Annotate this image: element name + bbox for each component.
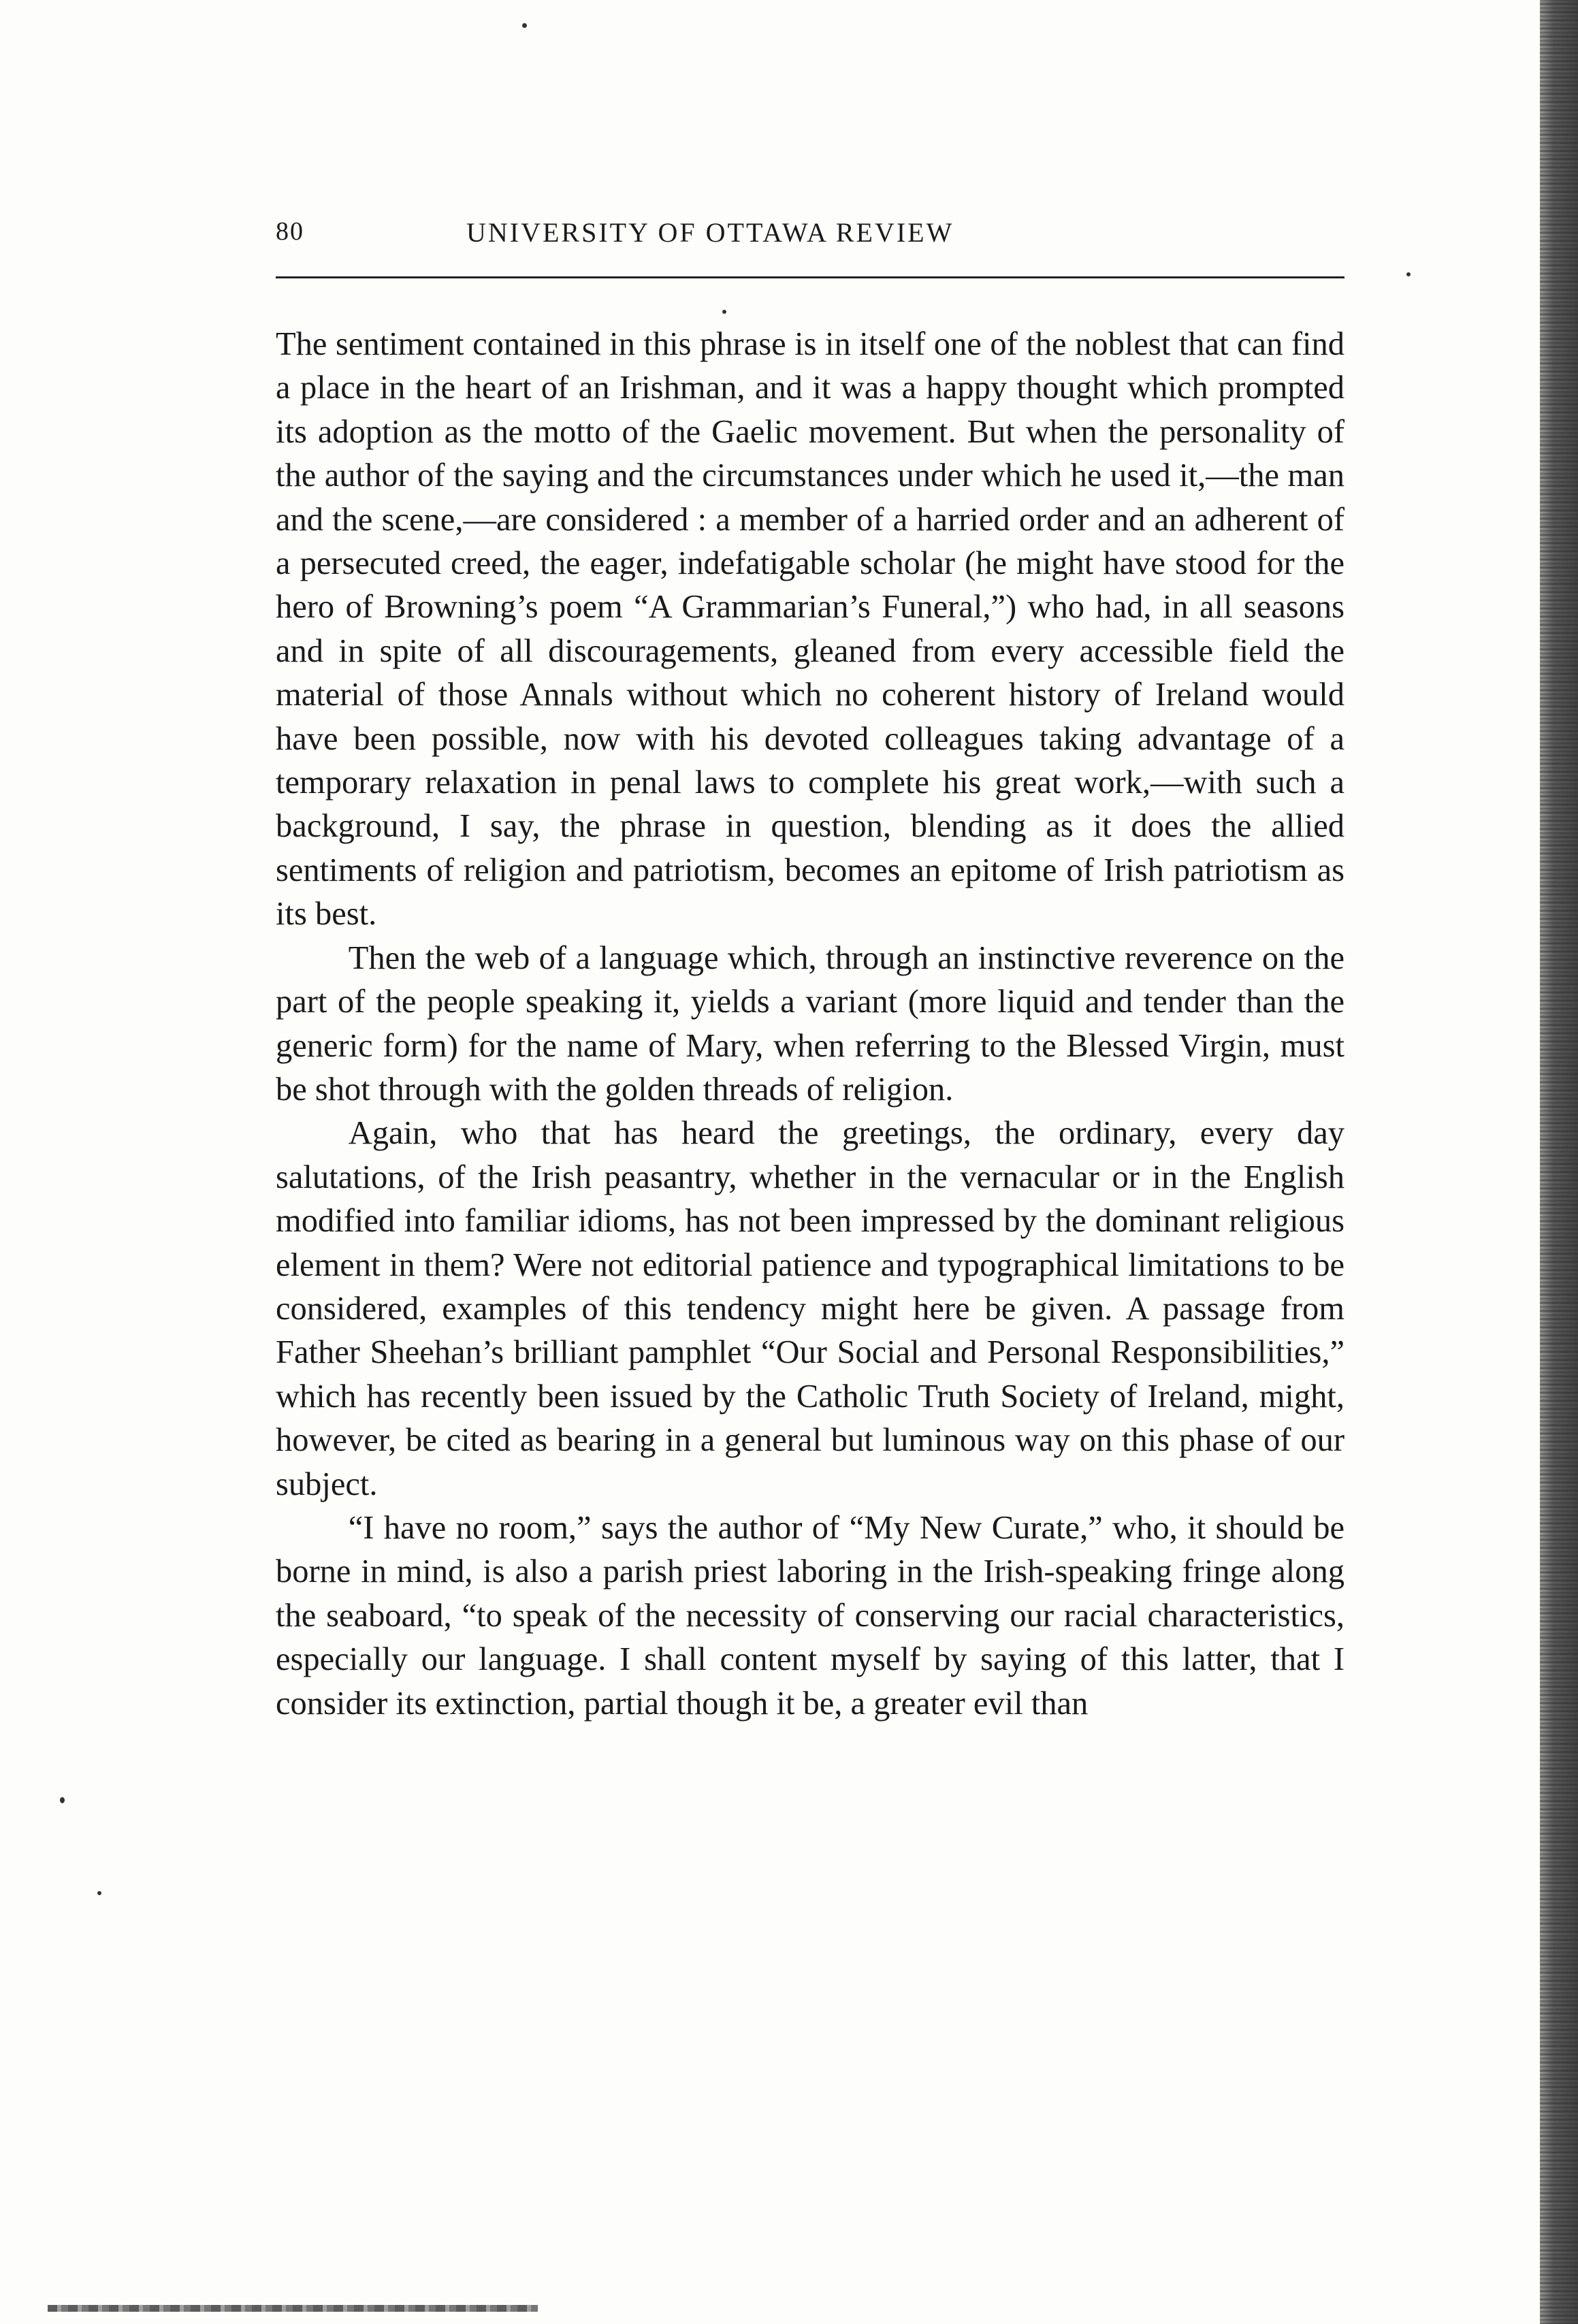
- page-number: 80: [276, 217, 304, 246]
- article-body: [276, 323, 1344, 1726]
- running-head: UNIVERSITY OF OTTAWA REVIEW: [466, 217, 954, 248]
- scan-binding-edge: [1540, 0, 1578, 2324]
- page-header: [276, 216, 1344, 257]
- paragraph: Then the web of a language which, through an instinctive reverence on the part of the people speaking it, yields a variant (more liquid and tender than the generic form) for the name of Mary, when referring to the Blessed Virgin, must be shot through with the golden threads of religion.: [276, 939, 1344, 1108]
- scan-speck: [522, 23, 527, 28]
- paragraph: “I have no room,” says the author of “My New Curate,” who, it should be borne in mind, is also a parish priest laboring in the Irish-speaking fringe along the seaboard, “to speak of the necessity of conserving our racial characteristics, especially our language. I shall content myself by saying of this latter, that I consider its extinction, partial though it be, a greater evil than: [276, 1509, 1344, 1722]
- header-rule: [276, 276, 1344, 278]
- paragraph: The sentiment contained in this phrase is in itself one of the noblest that can find a place in the heart of an Irishman, and it was a happy thought which prompted its adoption as the motto of the Gaelic movement. But when the personality of the author of the saying and the circumstances under which he used it,—the man and the scene,—are considered : a member of a harried order and an adherent of a persecuted creed, the eager, indefatigable scholar (he might have stood for the hero of Browning’s poem “A Grammarian’s Funeral,”) who had, in all seasons and in spite of all discouragements, gleaned from every accessible field the material of those Annals without which no coherent history of Ireland would have been possible, now with his devoted colleagues taking advantage of a temporary relaxation in penal laws to complete his great work,—with such a background, I say, the phrase in question, blending as it does the allied sentiments of religion and patriotism, becomes an epitome of Irish patriotism as its best.: [276, 326, 1344, 933]
- scan-speck: [722, 310, 726, 314]
- paragraph: Again, who that has heard the greetings, the ordinary, every day salutations, of the Irish peasantry, whether in the vernacular or in the English modified into familiar idioms, has not been impressed by the dominant religious element in them? Were not editorial patience and typographical limitations to be considered, examples of this tendency might here be given. A passage from Father Sheehan’s brilliant pamphlet “Our Social and Personal Responsibilities,” which has recently been issued by the Catholic Truth Society of Ireland, might, however, be cited as bearing in a general but luminous way on this phase of our subject.: [276, 1115, 1344, 1502]
- scan-speck: [97, 1891, 101, 1895]
- scan-speck: [1406, 272, 1411, 276]
- scan-speck: [60, 1797, 65, 1803]
- scan-smudge: [48, 2305, 538, 2312]
